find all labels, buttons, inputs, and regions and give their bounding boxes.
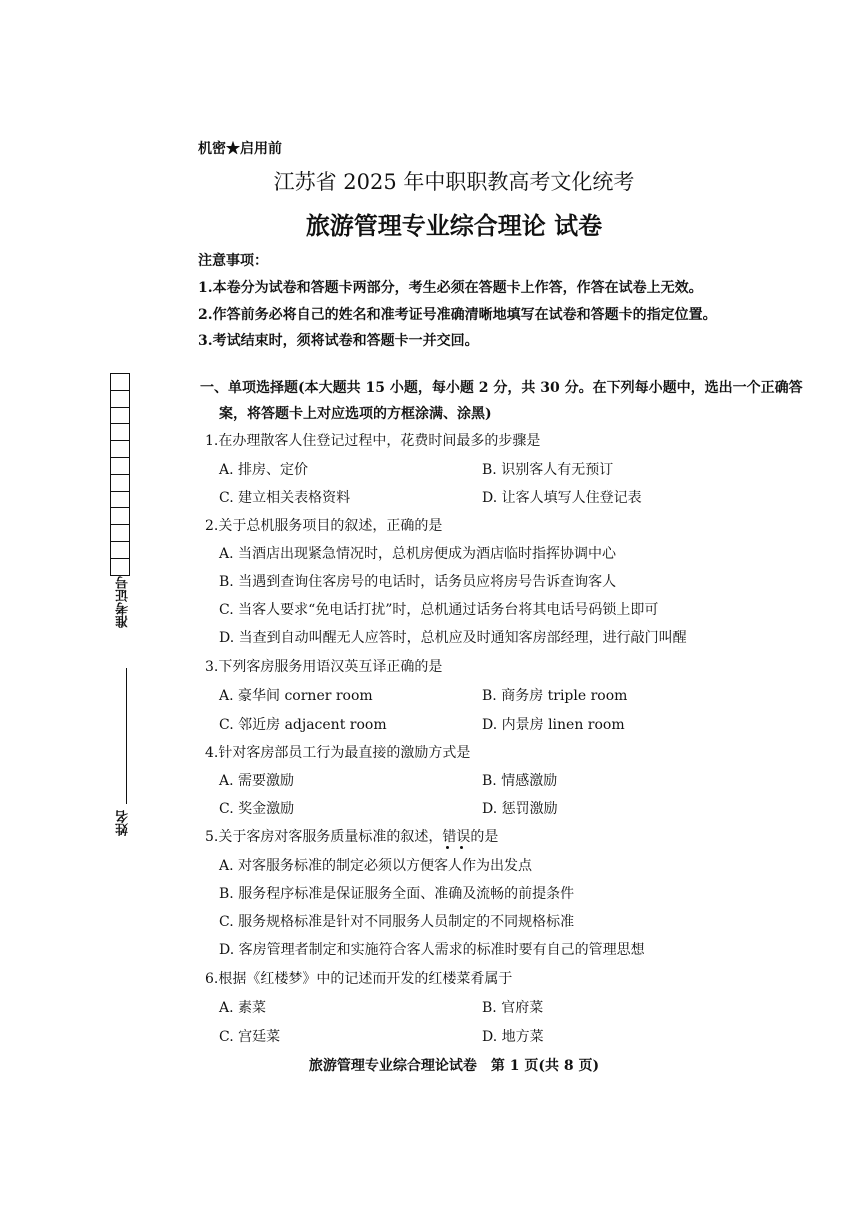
exam-number-box [110,474,130,491]
option: D. 内景房 linen room [482,717,625,733]
question-stem: 2.关于总机服务项目的叙述，正确的是 [205,518,443,534]
question-stem: 6.根据《红楼梦》中的记述而开发的红楼菜肴属于 [205,971,513,987]
notice-item: 2.作答前务必将自己的姓名和准考证号准确清晰地填写在试卷和答题卡的指定位置。 [198,307,717,323]
option: C. 当客人要求“免电话打扰”时，总机通过话务台将其电话号码锁上即可 [219,602,659,618]
name-label: 姓名 [116,810,131,836]
emphasis-dot [446,846,449,849]
question-stem: 3.下列客房服务用语汉英互译正确的是 [205,659,443,675]
notice-item: 1.本卷分为试卷和答题卡两部分，考生必须在答题卡上作答，作答在试卷上无效。 [198,280,703,296]
option: A. 需要激励 [219,773,295,789]
exam-number-box [110,407,130,424]
notice-item: 3.考试结束时，须将试卷和答题卡一并交回。 [198,333,479,349]
secret-mark: 机密★启用前 [198,141,282,157]
option: B. 服务程序标准是保证服务全面、准确及流畅的前提条件 [219,886,575,902]
exam-number-box [110,390,130,407]
question-stem: 5.关于客房对客服务质量标准的叙述，错误的是 [205,829,499,845]
option: A. 素菜 [219,1000,267,1016]
option: B. 情感激励 [482,773,558,789]
option: C. 建立相关表格资料 [219,490,351,506]
option: B. 识别客人有无预订 [482,462,614,478]
page-footer: 旅游管理专业综合理论试卷 第 1 页(共 8 页) [308,1058,600,1074]
exam-number-box [110,373,130,390]
question-stem: 4.针对客房部员工行为最直接的激励方式是 [205,745,471,761]
exam-number-label: 准考证号 [116,576,131,628]
exam-number-box [110,524,130,541]
section-heading-cont: 案，将答题卡上对应选项的方框涂满、涂黑) [219,406,492,422]
option: C. 服务规格标准是针对不同服务人员制定的不同规格标准 [219,914,575,930]
option: B. 当遇到查询住客房号的电话时，话务员应将房号告诉查询客人 [219,574,617,590]
option: D. 让客人填写人住登记表 [482,490,642,506]
option: D. 惩罚激励 [482,801,558,817]
option: A. 排房、定价 [219,462,309,478]
exam-number-box [110,457,130,474]
option: D. 当查到自动叫醒无人应答时，总机应及时通知客房部经理，进行敲门叫醒 [219,630,687,646]
exam-number-box [110,541,130,558]
option: D. 地方菜 [482,1029,544,1045]
option: D. 客房管理者制定和实施符合客人需求的标准时要有自己的管理思想 [219,942,645,958]
exam-subtitle: 旅游管理专业综合理论 试卷 [305,211,603,240]
option: A. 对客服务标准的制定必须以方便客人作为出发点 [219,858,533,874]
exam-number-box [110,558,130,576]
emphasis-dot [460,846,463,849]
option: B. 商务房 triple room [482,688,628,704]
option: C. 奖金激励 [219,801,295,817]
exam-number-boxes [110,373,130,576]
option: A. 豪华间 corner room [219,688,373,704]
section-heading: 一、单项选择题(本大题共 15 小题，每小题 2 分，共 30 分。在下列每小题中，选出一个正确答 [200,380,803,396]
question-stem: 1.在办理散客人住登记过程中，花费时间最多的步骤是 [205,433,541,449]
exam-title: 江苏省 2025 年中职职教高考文化统考 [273,170,635,194]
name-fill-line [126,668,127,804]
option: C. 邻近房 adjacent room [219,717,387,733]
notice-heading: 注意事项： [198,253,268,269]
exam-number-box [110,440,130,457]
option: B. 官府菜 [482,1000,544,1016]
exam-number-box [110,491,130,508]
option: C. 宫廷菜 [219,1029,281,1045]
exam-number-box [110,507,130,524]
option: A. 当酒店出现紧急情况时，总机房便成为酒店临时指挥协调中心 [219,546,617,562]
exam-number-box [110,423,130,440]
